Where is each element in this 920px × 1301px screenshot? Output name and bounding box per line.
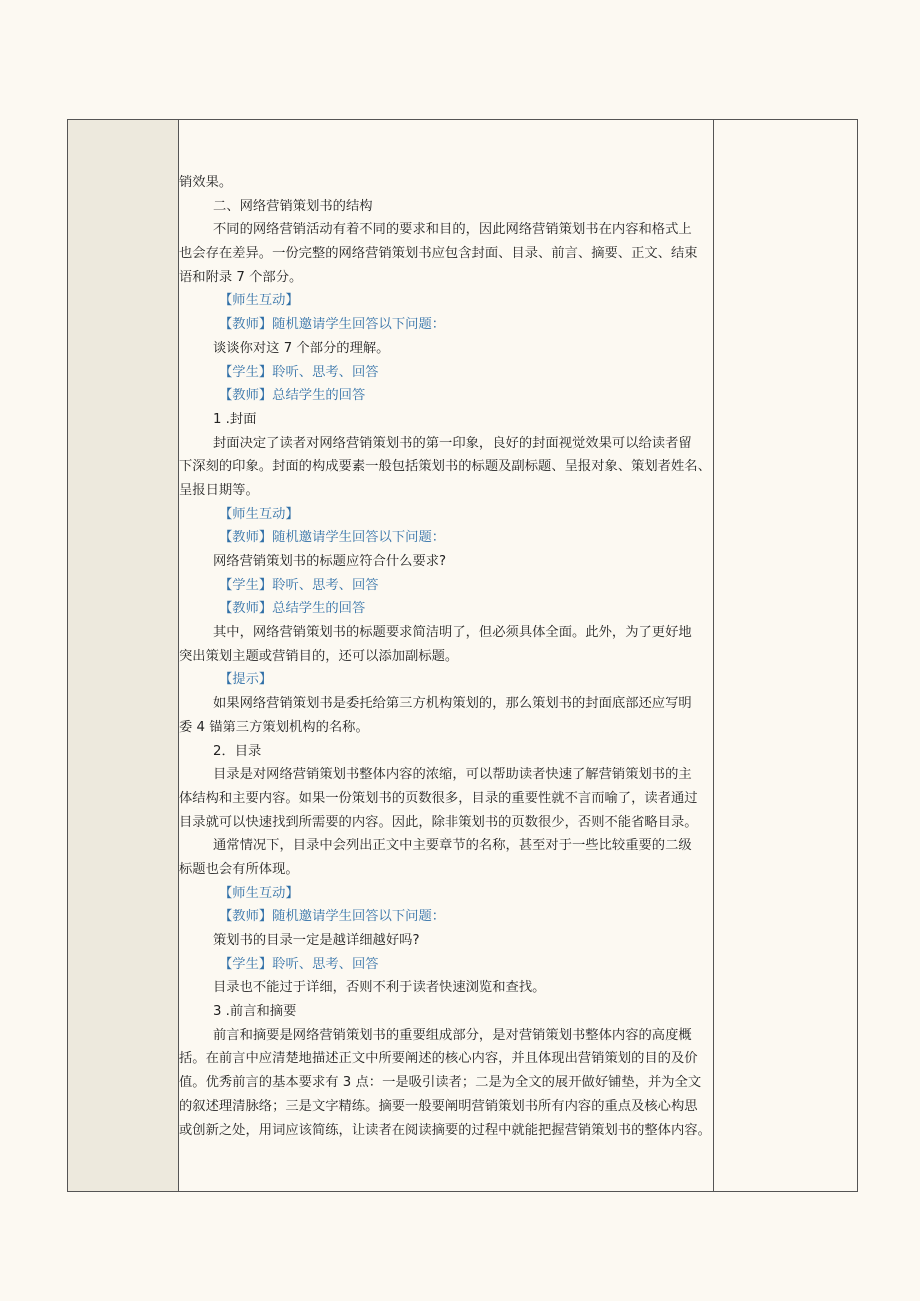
text-line: 【教师】随机邀请学生回答以下问题： <box>219 530 446 546</box>
text-line: 前言和摘要是网络营销策划书的重要组成部分，是对营销策划书整体内容的高度概 <box>213 1027 692 1043</box>
lesson-table <box>67 119 858 1192</box>
text-line: 【教师】总结学生的回答 <box>219 601 366 617</box>
text-line: 策划书的目录一定是越详细越好吗? <box>213 933 420 948</box>
text-line: 【师生互动】 <box>219 293 299 309</box>
text-line: 目录也不能过于详细，否则不利于读者快速浏览和查找。 <box>213 980 546 996</box>
text-line: 【教师】总结学生的回答 <box>219 388 366 404</box>
text-line: 呈报日期等。 <box>179 482 259 498</box>
text-line: 【师生互动】 <box>219 506 299 522</box>
text-line: 【师生互动】 <box>219 885 299 901</box>
content-column <box>179 120 715 1191</box>
text-line: 或创新之处，用词应该简练，让读者在阅读摘要的过程中就能把握营销策划书的整体内容。 <box>179 1122 711 1138</box>
text-line: 封面决定了读者对网络营销策划书的第一印象，良好的封面视觉效果可以给读者留 <box>213 435 692 451</box>
text-line: 【教师】随机邀请学生回答以下问题： <box>219 317 446 333</box>
text-line: 如果网络营销策划书是委托给第三方机构策划的，那么策划书的封面底部还应写明 <box>213 696 692 712</box>
text-line: 【学生】聆听、思考、回答 <box>219 956 379 972</box>
text-line: 【教师】随机邀请学生回答以下问题： <box>219 909 446 925</box>
text-line: 值。优秀前言的基本要求有 3 点：一是吸引读者；二是为全文的展开做好铺垫，并为全文 <box>179 1075 702 1091</box>
text-line: 二、网络营销策划书的结构 <box>213 198 373 214</box>
text-line: 2．目录 <box>213 743 262 759</box>
text-line: 其中，网络营销策划书的标题要求简洁明了，但必须具体全面。此外，为了更好地 <box>213 625 692 641</box>
text-line: 【学生】聆听、思考、回答 <box>219 577 379 593</box>
left-column <box>68 120 179 1191</box>
text-line: 目录就可以快速找到所需要的内容。因此，除非策划书的页数很少，否则不能省略目录。 <box>179 814 698 830</box>
text-line: 也会存在差异。一份完整的网络营销策划书应包含封面、目录、前言、摘要、正文、结束 <box>179 246 698 262</box>
text-line: 目录是对网络营销策划书整体内容的浓缩，可以帮助读者快速了解营销策划书的主 <box>213 767 692 783</box>
text-line: 委 4 锚第三方策划机构的名称。 <box>179 719 369 735</box>
text-line: 突出策划主题或营销目的，还可以添加副标题。 <box>179 648 459 664</box>
text-line: 【学生】聆听、思考、回答 <box>219 364 379 380</box>
text-line: 体结构和主要内容。如果一份策划书的页数很多，目录的重要性就不言而喻了，读者通过 <box>179 790 698 806</box>
text-line: 不同的网络营销活动有着不同的要求和目的，因此网络营销策划书在内容和格式上 <box>213 222 692 238</box>
text-line: 括。在前言中应清楚地描述正文中所要阐述的核心内容，并且体现出营销策划的目的及价 <box>179 1051 698 1067</box>
text-line: 【提示】 <box>219 672 273 688</box>
text-line: 1 .封面 <box>213 411 257 427</box>
text-line: 销效果。 <box>179 175 233 190</box>
right-column <box>713 120 857 1191</box>
text-line: 语和附录 7 个部分。 <box>179 269 303 285</box>
text-line: 通常情况下，目录中会列出正文中主要章节的名称，甚至对于一些比较重要的二级 <box>213 838 692 854</box>
text-line: 下深刻的印象。封面的构成要素一般包括策划书的标题及副标题、呈报对象、策划者姓名、 <box>179 459 711 475</box>
text-line: 的叙述理清脉络；三是文字精练。摘要一般要阐明营销策划书所有内容的重点及核心构思 <box>179 1098 698 1114</box>
text-line: 标题也会有所体现。 <box>179 861 299 877</box>
text-line: 3 .前言和摘要 <box>213 1004 297 1020</box>
text-line: 谈谈你对这 7 个部分的理解。 <box>213 340 390 356</box>
text-line: 网络营销策划书的标题应符合什么要求? <box>213 554 447 569</box>
